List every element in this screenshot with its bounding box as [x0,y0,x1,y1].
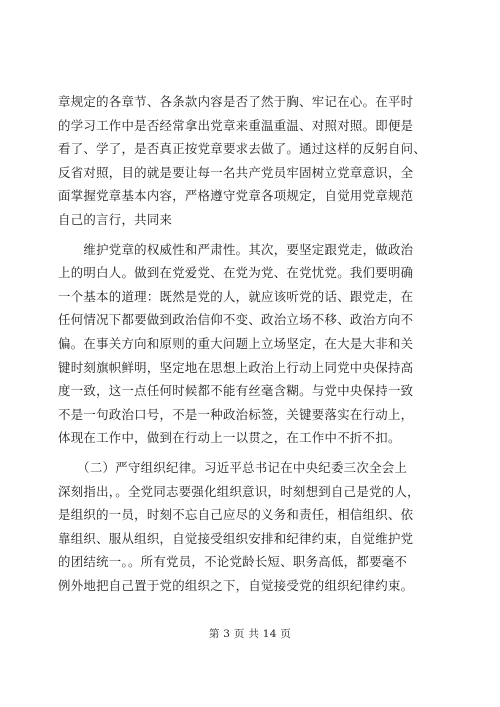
paragraph [58,456,444,598]
paragraph [58,238,444,450]
text-line: 靠组织、服从组织，自觉接受组织安排和纪律约束，自觉维护党 [58,530,414,546]
text-line: （二）严守组织纪律。习近平总书记在中央纪委三次全会上 [58,459,408,475]
text-line: 度一致，这一点任何时候都不能有丝毫含糊。与党中央保持一致 [58,383,414,399]
text-line: 反省对照，目的就是要让每一名共产党员牢固树立党章意识，全 [58,164,414,180]
text-line: 是组织的一员，时刻不忘自己应尽的义务和责任，相信组织、依 [58,507,414,523]
text-line: 看了、学了，是否真正按党章要求去做了。通过这样的反躬自问、 [58,141,427,157]
text-line: 的团结统一。。所有党员，不论党龄长短、职务高低，都要毫不 [58,554,408,570]
text-line: 例外地把自己置于党的组织之下，自觉接受党的组织纪律约束。 [58,577,414,593]
text-line: 的学习工作中是否经常拿出党章来重温重温、对照对照。即便是 [58,117,414,133]
text-line: 深刻指出，。全党同志要强化组织意识，时刻想到自己是党的人， [58,483,420,499]
page-number-footer: 第 3 页 共 14 页 [208,628,292,640]
text-line: 偏。在事关方向和原则的重大问题上立场坚定，在大是大非和关 [58,335,414,351]
text-line: 一个基本的道理：既然是党的人，就应该听党的话、跟党走，在 [58,288,414,304]
text-line: 不是一句政治口号，不是一种政治标签，关键要落实在行动上， [58,406,414,422]
text-line: 章规定的各章节、各条款内容是否了然于胸、牢记在心。在平时 [58,94,414,109]
text-line: 面掌握党章基本内容，严格遵守党章各项规定，自觉用党章规范 [58,188,414,204]
paragraph [58,90,444,232]
text-line: 体现在工作中，做到在行动上一以贯之，在工作中不折不扣。 [58,430,401,446]
text-line: 键时刻旗帜鲜明，坚定地在思想上政治上行动上同党中央保持高 [58,359,414,375]
text-line: 上的明白人。做到在党爱党、在党为党、在党忧党。我们要明确 [58,265,414,281]
text-line: 任何情况下都要做到政治信仰不变、政治立场不移、政治方向不 [58,312,414,328]
document-body [58,90,444,597]
text-line: 维护党章的权威性和严肃性。其次，要坚定跟党走，做政治 [58,241,414,257]
text-line: 自己的言行，共同来 [58,211,173,227]
